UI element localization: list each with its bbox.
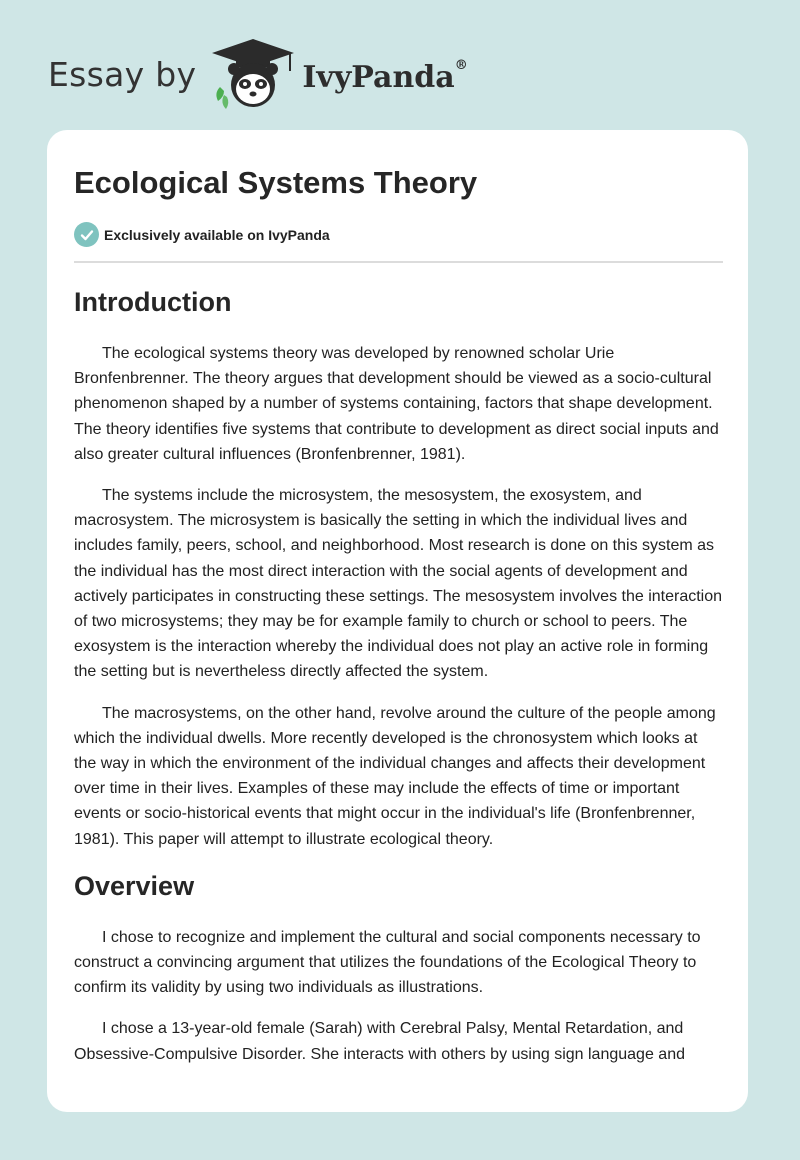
- essay-body: [74, 280, 723, 1067]
- brand-name[interactable]: IvyPanda®: [302, 57, 468, 95]
- paragraph: I chose a 13-year-old female (Sarah) with Cerebral Palsy, Mental Retardation, and Obsessive-Compulsive Disorder. She interacts with others by using sign language and: [74, 1020, 685, 1063]
- paragraph: The macrosystems, on the other hand, revolve around the culture of the people among which the individual dwells. More recently developed is the chronosystem which looks at the way in which the environment of the individual changes and affects their development over time in their lives. Examples of these may include the effects of time or important events or socio-historical events that might occur in the individual's life (Bronfenbrenner, 1981). This paper will attempt to illustrate ecological theory.: [74, 704, 716, 848]
- paragraph: I chose to recognize and implement the cultural and social components necessary to construct a convincing argument that utilizes the foundations of the Ecological Theory to confirm its validity by using two individuals as illustrations.: [74, 928, 701, 997]
- section-heading-introduction: Introduction: [74, 287, 232, 317]
- section-heading-overview: Overview: [74, 870, 195, 901]
- essay-card: [47, 130, 748, 1112]
- panda-logo-icon[interactable]: [210, 37, 296, 111]
- badge-label: Exclusively available on IvyPanda: [104, 226, 330, 243]
- site-header: [48, 34, 468, 114]
- exclusive-badge: [74, 222, 330, 247]
- paragraph: The ecological systems theory was developed by renowned scholar Urie Bronfenbrenner. The theory argues that development should be viewed as a socio-cultural phenomenon shaped by a number of systems containing, factors that shape development. The theory identifies five systems that contribute to development as direct social inputs and also greater cultural influences (Bronfenbrenner, 1981).: [74, 345, 719, 463]
- paragraph: The systems include the microsystem, the mesosystem, the exosystem, and macrosystem. The microsystem is basically the setting in which the individual lives and includes family, peers, school, and neighborhood. Most research is done on this system as the individual has the most direct interaction with the social agents of development and actively participates in constructing these settings. The mesosystem involves the interaction of two microsystems; they may be for example family to church or school to peers. The exosystem is the interaction whereby the individual does not play an active role in forming the setting but is nevertheless directly affected the system.: [74, 487, 723, 681]
- page-title: Ecological Systems Theory: [74, 165, 478, 200]
- essay-by-label: Essay by: [48, 54, 197, 94]
- check-icon: [74, 222, 99, 247]
- divider: [74, 261, 723, 263]
- registered-mark: ®: [454, 57, 468, 73]
